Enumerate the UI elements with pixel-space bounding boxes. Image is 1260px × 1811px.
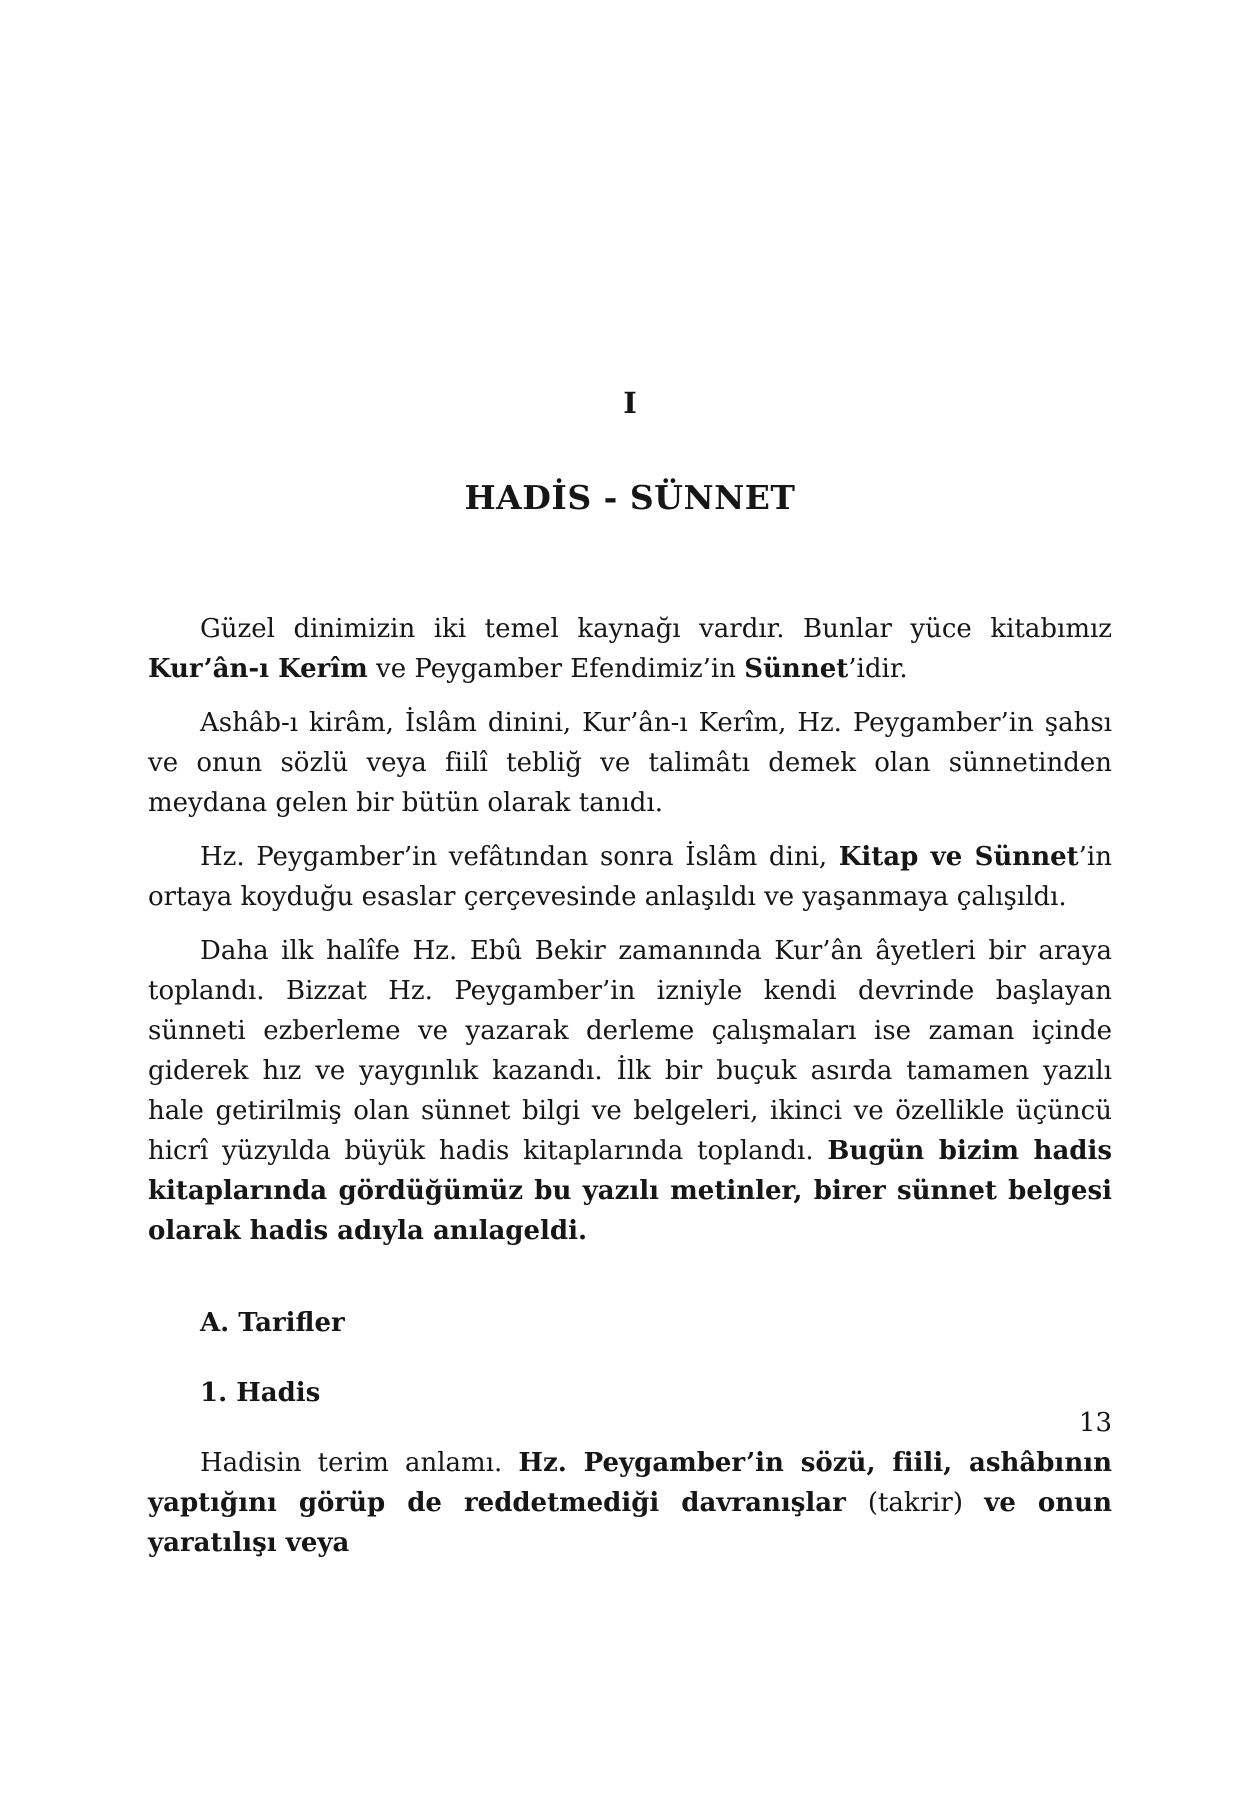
page-title: HADİS - SÜNNET [464, 478, 796, 517]
sub-heading: 1. Hadis [200, 1378, 321, 1408]
body-text [148, 609, 1112, 1563]
page-number: 13 [1078, 1408, 1112, 1438]
paragraph: Hz. Peygamber’in vefâtından sonra İslâm dini, Kitap ve Sünnet’in ortaya koyduğu esaslar çerçevesinde anlaşıldı ve yaşanmaya çalışıldı. [148, 842, 1112, 912]
paragraph: Hadisin terim anlamı. Hz. Peygamber’in sözü, fiili, ashâbının yaptığını görüp de reddetmediği davranışlar (takrir) ve onun yaratılışı veya [148, 1448, 1112, 1558]
paragraph: Güzel dinimizin iki temel kaynağı vardır. Bunlar yüce kitabımız Kur’ân-ı Kerîm ve Peygamber Efendimiz’in Sünnet’idir. [148, 614, 1112, 684]
paragraph: Daha ilk halîfe Hz. Ebû Bekir zamanında Kur’ân âyetleri bir araya toplandı. Bizzat Hz. Peygamber’in izniyle kendi devrinde başlayan sünneti ezberleme ve yazarak derleme çalışmaları ise zaman içinde giderek hız ve yaygınlık kazandı. İlk bir buçuk asırda tamamen yazılı hale getirilmiş olan sünnet bilgi ve belgeleri, ikinci ve özellikle üçüncü hicrî yüzyılda büyük hadis kitaplarında toplandı. Bugün bizim hadis kitaplarında gördüğümüz bu yazılı metinler, birer sünnet belgesi olarak hadis adıyla anılageldi. [148, 936, 1112, 1246]
chapter-number: I [623, 386, 637, 420]
page-content [148, 0, 1112, 1563]
paragraph: Ashâb-ı kirâm, İslâm dinini, Kur’ân-ı Kerîm, Hz. Peygamber’in şahsı ve onun sözlü veya fiilî tebliğ ve talimâtı demek olan sünnetinden meydana gelen bir bütün olarak tanıdı. [148, 708, 1112, 818]
section-heading: A. Tarifler [200, 1308, 345, 1338]
